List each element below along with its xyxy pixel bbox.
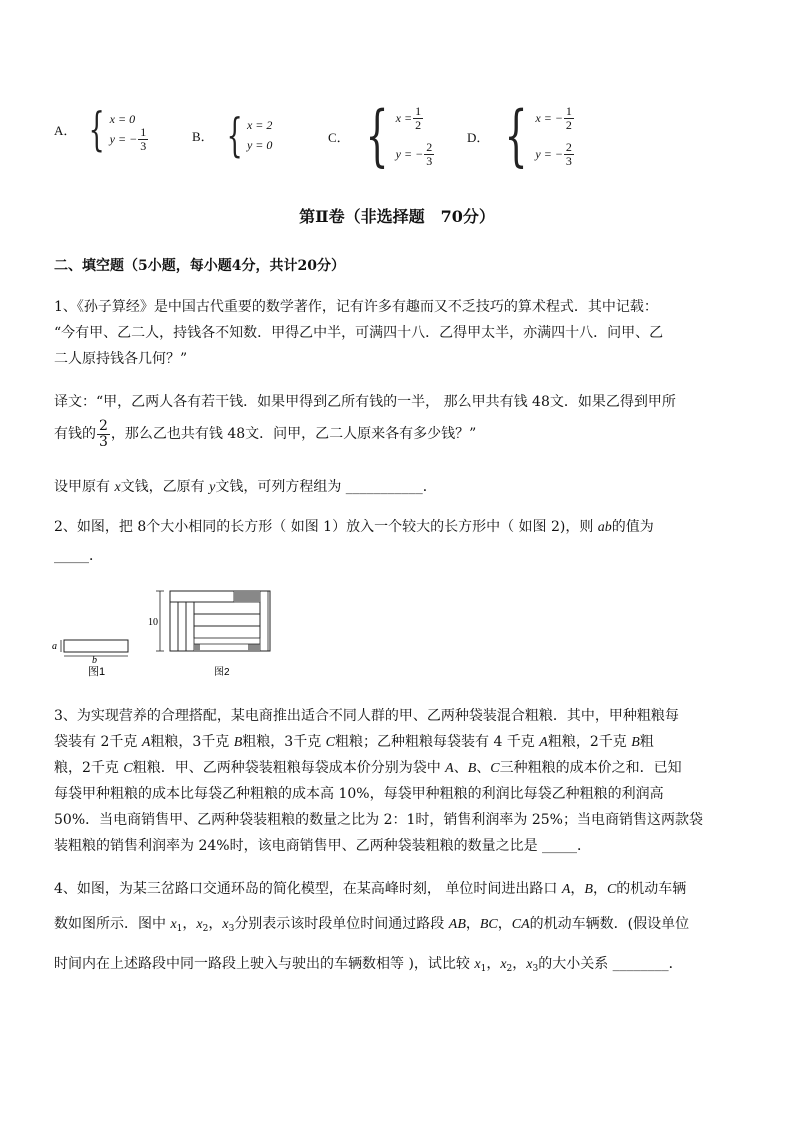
q4-line3: 时间内在上述路段中同一路段上驶入与驶出的车辆数相等 )，试比较 $x_1$，$x_2$，$x_3$的大小关系 ________． bbox=[54, 956, 683, 974]
brace-icon: { bbox=[365, 97, 389, 174]
fig1-rectangle bbox=[64, 640, 128, 652]
q4-line2: 数如图所示．图中 $x_1$，$x_2$，$x_3$分别表示该时段单位时间通过路段 AB，BC，CA的机动车辆数．(假设单位 bbox=[54, 916, 690, 934]
fraction: $\frac{2}{3}$ bbox=[99, 417, 108, 450]
fig1-label-b: b bbox=[92, 655, 97, 666]
option-d[interactable] bbox=[467, 97, 575, 174]
q1-line2: “今有甲、乙二人，持钱各不知数．甲得乙中半，可满四十八．乙得甲太半，亦满四十八．问甲、乙 bbox=[54, 325, 664, 341]
q1-translation-line1: 译文：“甲，乙两人各有若干钱．如果甲得到乙所有钱的一半， 那么甲共有钱 48文．如果乙得到甲所 bbox=[54, 394, 676, 410]
fig1-caption: 图1 bbox=[88, 666, 106, 678]
q1-translation-line2: 有钱的 $\frac{2}{3}$ ，那么乙也共有钱 48文．问甲，乙二人原来各有多少钱？” bbox=[54, 417, 477, 450]
q3-line2: 袋装有 2千克 A粗粮，3千克 B粗粮，3千克 C粗粮；乙种粗粮每袋装有 4 千克 A粗粮，2千克 B粗 bbox=[54, 734, 654, 750]
option-d-letter: D． bbox=[467, 129, 490, 145]
fraction: $\frac{2}{3}$ bbox=[565, 139, 572, 168]
fig2-vertical-rect bbox=[186, 602, 194, 651]
brace-icon: { bbox=[88, 102, 106, 156]
q4-line1: 4、如图，为某三岔路口交通环岛的简化模型，在某高峰时刻， 单位时间进出路口 A，B，C的机动车辆 bbox=[54, 881, 687, 897]
brace-icon: { bbox=[226, 108, 243, 162]
fig2-shaded-gap bbox=[194, 644, 200, 651]
option-d-system: x = − $\frac{1}{2}$ y = − $\frac{2}{3}$ bbox=[535, 103, 572, 168]
q2-figures bbox=[48, 585, 288, 680]
fig2-horizontal-rect bbox=[194, 602, 260, 614]
q1-line3: 二人原持钱各几何？” bbox=[54, 351, 188, 367]
fig2-vertical-rect bbox=[178, 602, 186, 651]
option-c-letter: C． bbox=[328, 129, 350, 145]
fig2-label-10: 10 bbox=[148, 617, 158, 628]
option-c[interactable] bbox=[328, 97, 435, 174]
option-a[interactable] bbox=[54, 102, 149, 156]
option-c-system: x = $\frac{1}{2}$ y = − $\frac{2}{3}$ bbox=[395, 103, 433, 168]
q2-answer-blank[interactable]: _____． bbox=[54, 548, 103, 564]
q4-answer-blank[interactable]: 的大小关系 ________． bbox=[538, 956, 683, 972]
fig2-horizontal-rect bbox=[194, 626, 260, 638]
fraction: $\frac{2}{3}$ bbox=[426, 139, 433, 168]
fig2-caption: 图2 bbox=[214, 667, 230, 678]
q3-line6-answer-blank[interactable]: 装粗粮的销售利润率为 24%时，该电商销售甲、乙两种袋装粗粮的数量之比是 _____． bbox=[54, 838, 592, 854]
option-a-system: x = 0 y = − $\frac{1}{3}$ bbox=[109, 111, 147, 153]
section-title: 第Ⅱ卷（非选择题 70分） bbox=[299, 207, 495, 226]
fig1-label-a: a bbox=[52, 641, 57, 652]
brace-icon: { bbox=[504, 97, 528, 174]
q1-setup: 设甲原有 x文钱，乙原有 y文钱，可列方程组为 ___________． bbox=[54, 479, 437, 495]
fig2-horizontal-rect bbox=[170, 591, 234, 602]
q1-line1: 1、《孙子算经》是中国古代重要的数学著作，记有许多有趣而又不乏技巧的算术程式．其中记载： bbox=[54, 299, 658, 315]
q3-line3: 粮，2千克 C粗粮．甲、乙两种袋装粗粮每袋成本价分别为袋中 A、B、C三种粗粮的成本价之和．已知 bbox=[54, 760, 682, 776]
option-b[interactable] bbox=[192, 108, 273, 162]
fraction: $\frac{1}{2}$ bbox=[415, 103, 422, 132]
fraction: $\frac{1}{2}$ bbox=[565, 103, 572, 132]
q1-answer-blank[interactable]: 文钱，可列方程组为 ___________． bbox=[215, 479, 437, 495]
q2-line1: 2、如图，把 8个大小相同的长方形（ 如图 1）放入一个较大的长方形中（ 如图 2)，则 ab的值为 bbox=[54, 519, 654, 535]
fraction: $\frac{1}{3}$ bbox=[140, 124, 147, 153]
fig2-vertical-rect bbox=[260, 591, 268, 651]
fig2-shaded-gap bbox=[234, 591, 260, 602]
option-b-system: x = 2 y = 0 bbox=[246, 117, 273, 152]
q3-line5: 50%．当电商销售甲、乙两种袋装粗粮的数量之比为 2：1时，销售利润率为 25%；当电商销售这两款袋 bbox=[54, 812, 703, 828]
q3-line4: 每袋甲种粗粮的成本比每袋乙种粗粮的成本高 10%，每袋甲种粗粮的利润比每袋乙种粗粮的利润高 bbox=[54, 786, 664, 802]
option-a-letter: A． bbox=[54, 122, 77, 138]
fig2-horizontal-rect bbox=[194, 614, 260, 626]
option-b-letter: B． bbox=[192, 128, 214, 144]
fig2-shaded-gap bbox=[248, 644, 260, 651]
q3-line1: 3、为实现营养的合理搭配，某电商推出适合不同人群的甲、乙两种袋装混合粗粮．其中，甲种粗粮每 bbox=[54, 708, 679, 724]
part-heading: 二、填空题（5小题，每小题4分，共计20分） bbox=[54, 258, 345, 274]
